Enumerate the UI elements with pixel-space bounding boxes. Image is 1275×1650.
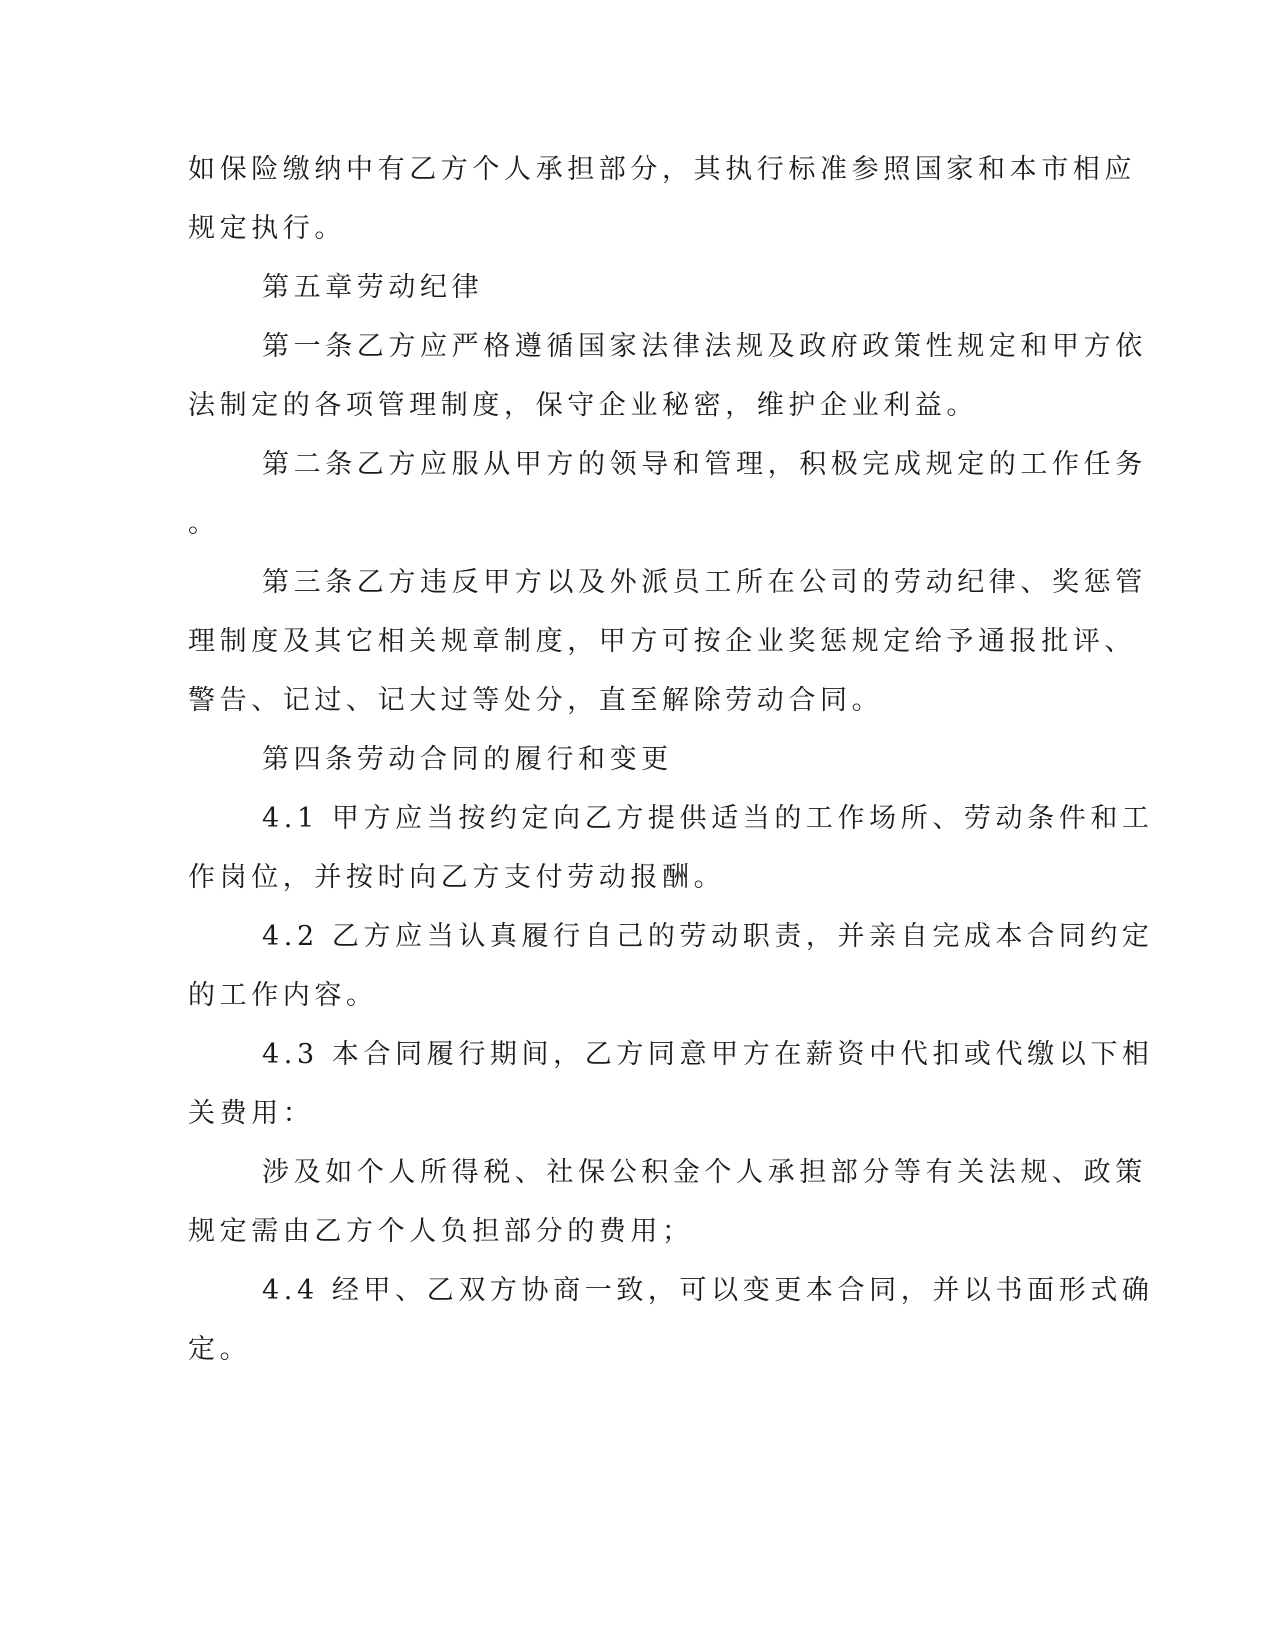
text-line: 作岗位，并按时向乙方支付劳动报酬。 xyxy=(188,862,726,893)
text-line: 4.2 乙方应当认真履行自己的劳动职责，并亲自完成本合同约定 xyxy=(262,921,1154,952)
text-line: 第一条乙方应严格遵循国家法律法规及政府政策性规定和甲方依 xyxy=(262,331,1147,362)
text-line: 第三条乙方违反甲方以及外派员工所在公司的劳动纪律、奖惩管 xyxy=(262,567,1147,598)
chapter-heading: 第五章劳动纪律 xyxy=(262,272,484,303)
text-line: 4.3 本合同履行期间，乙方同意甲方在薪资中代扣或代缴以下相 xyxy=(262,1039,1154,1070)
text-line: 定。 xyxy=(188,1334,252,1365)
text-line: 警告、记过、记大过等处分，直至解除劳动合同。 xyxy=(188,685,884,716)
text-line: 理制度及其它相关规章制度，甲方可按企业奖惩规定给予通报批评、 xyxy=(188,626,1136,657)
text-line: 规定需由乙方个人负担部分的费用； xyxy=(188,1216,694,1247)
text-line: 规定执行。 xyxy=(188,213,346,244)
text-line: 4.4 经甲、乙双方协商一致，可以变更本合同，并以书面形式确 xyxy=(262,1275,1154,1306)
text-line: 关费用： xyxy=(188,1098,315,1129)
text-line: 第二条乙方应服从甲方的领导和管理，积极完成规定的工作任务 xyxy=(262,449,1147,480)
text-line: 涉及如个人所得税、社保公积金个人承担部分等有关法规、政策 xyxy=(262,1157,1147,1188)
text-line: 如保险缴纳中有乙方个人承担部分，其执行标准参照国家和本市相应 xyxy=(188,154,1136,185)
text-line: 的工作内容。 xyxy=(188,980,378,1011)
text-line: 法制定的各项管理制度，保守企业秘密，维护企业利益。 xyxy=(188,390,978,421)
section-heading: 第四条劳动合同的履行和变更 xyxy=(262,744,673,775)
text-line: 。 xyxy=(188,508,220,539)
text-line: 4.1 甲方应当按约定向乙方提供适当的工作场所、劳动条件和工 xyxy=(262,803,1154,834)
